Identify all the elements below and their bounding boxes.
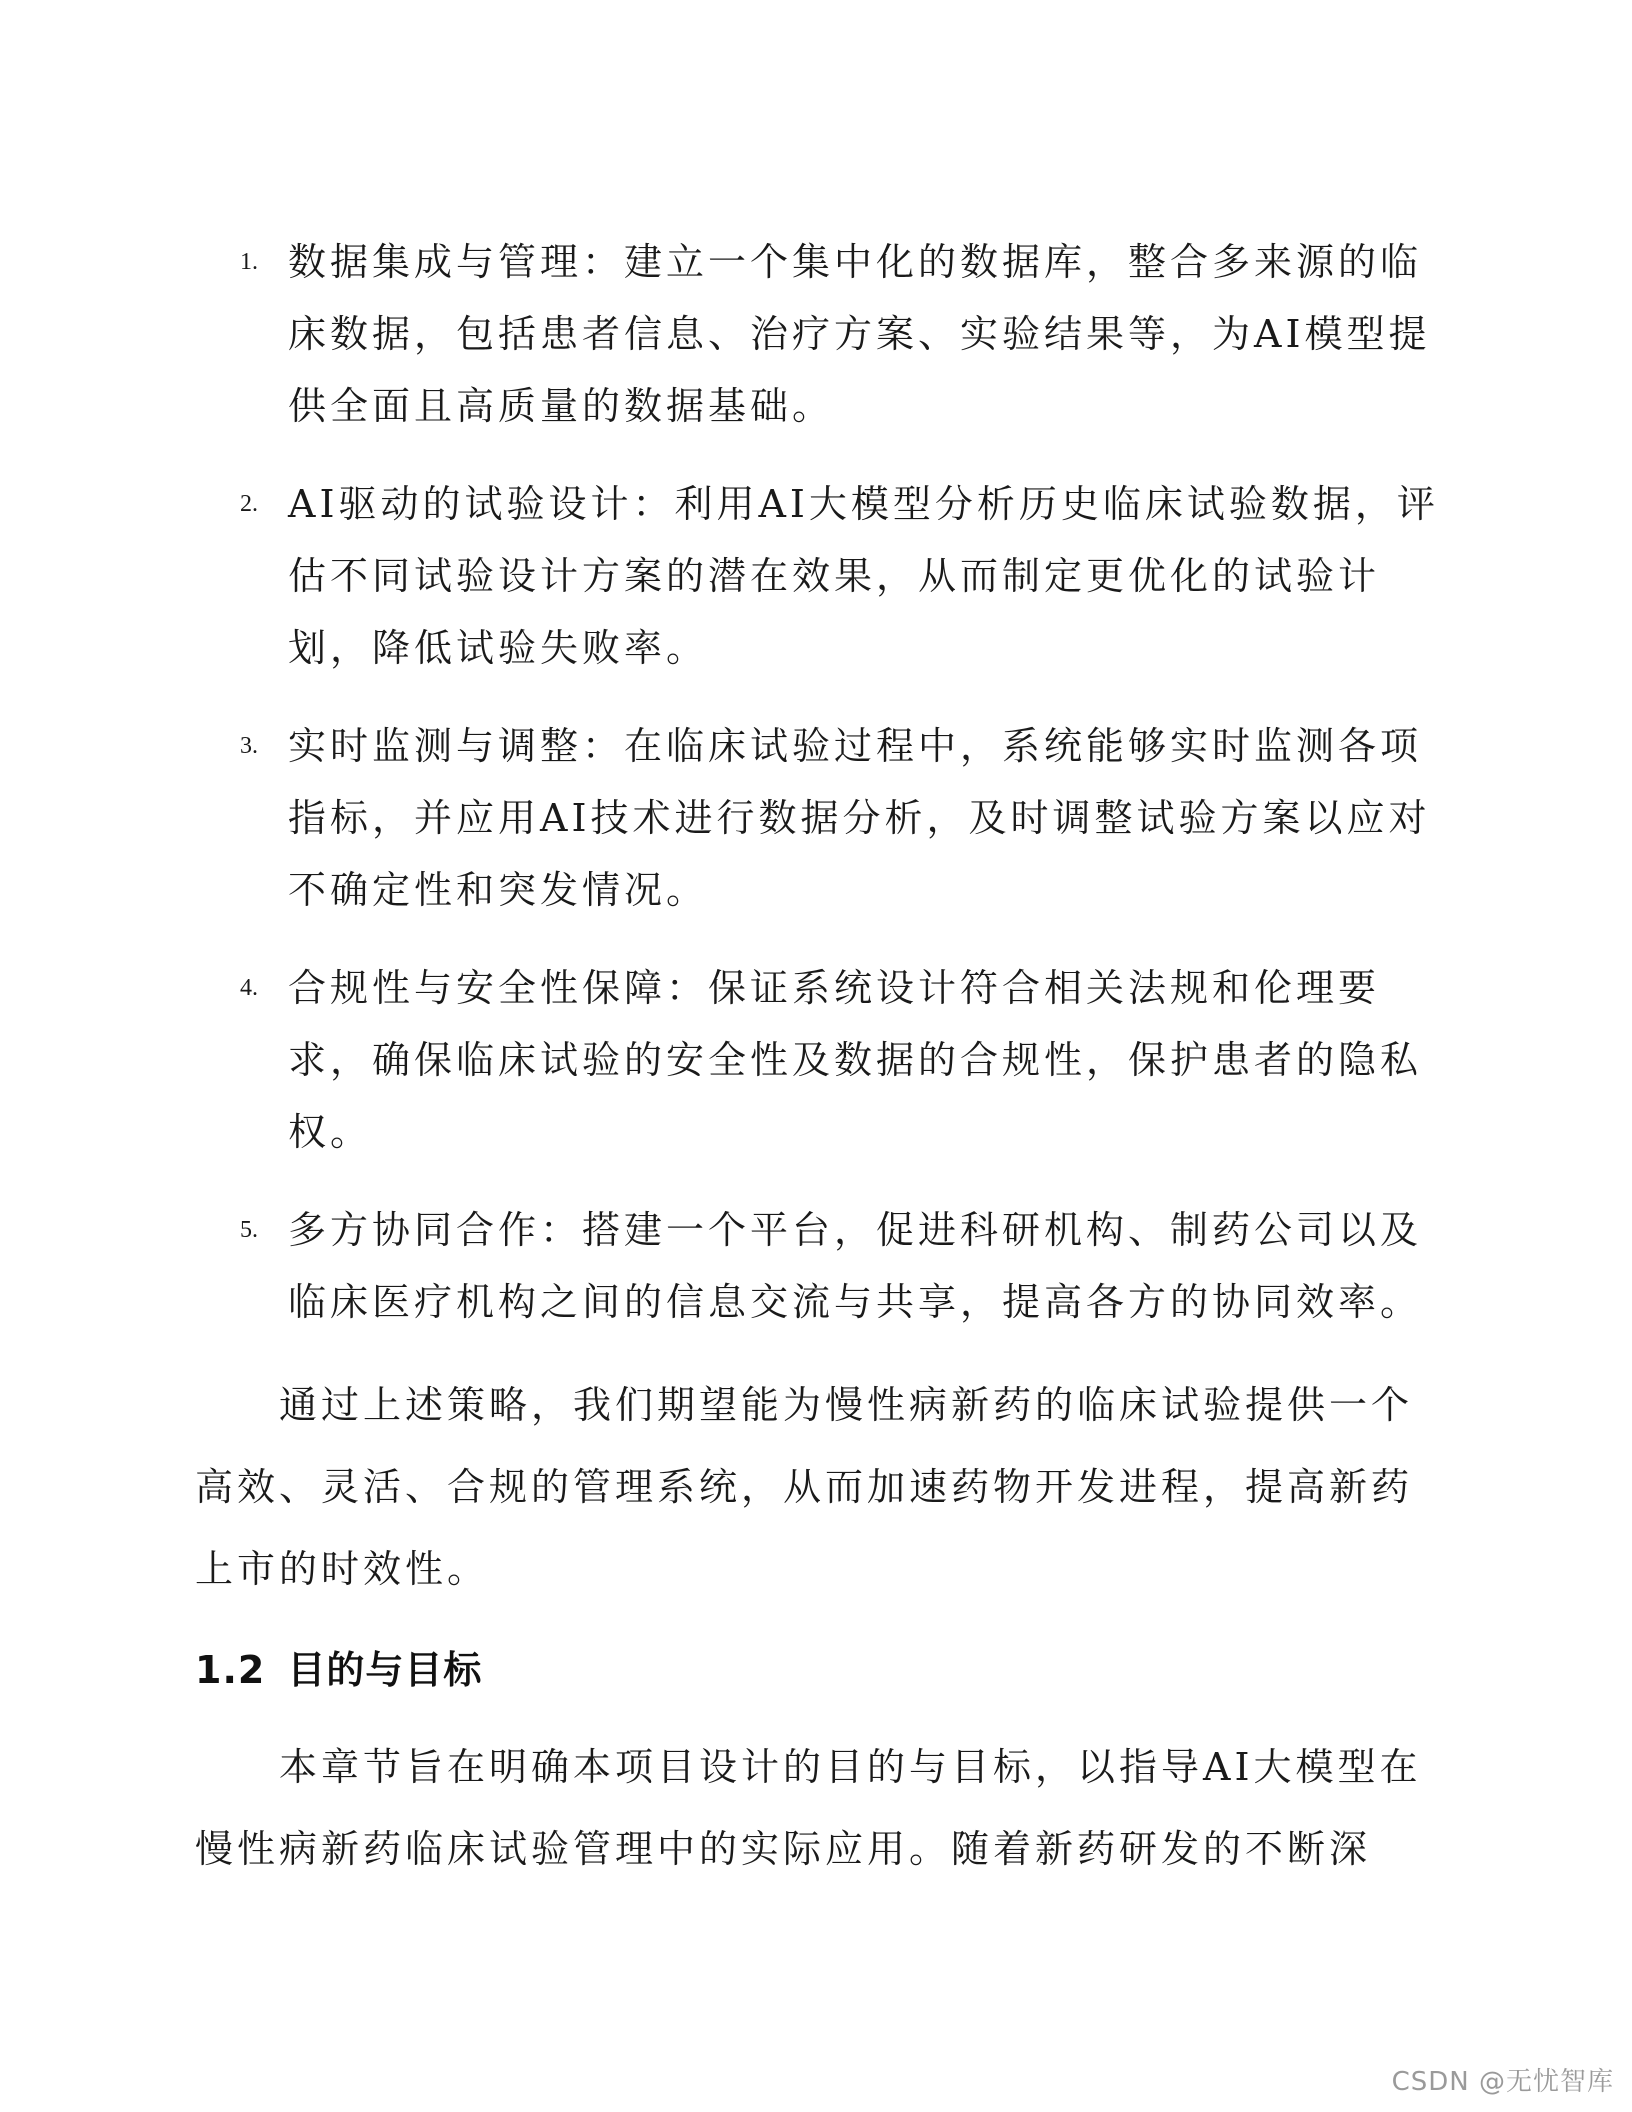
list-item xyxy=(240,710,1440,926)
list-item-text: 多方协同合作：搭建一个平台，促进科研机构、制药公司以及临床医疗机构之间的信息交流与共享，提高各方的协同效率。 xyxy=(288,1208,1423,1324)
watermark: CSDN @无忧智库 xyxy=(1391,2067,1614,2097)
list-item xyxy=(240,1194,1440,1338)
list-item-number: 4. xyxy=(240,975,258,1001)
section-number: 1.2 xyxy=(195,1648,266,1692)
list-item-text: AI驱动的试验设计：利用AI大模型分析历史临床试验数据，评估不同试验设计方案的潜在效果，从而制定更优化的试验计划，降低试验失败率。 xyxy=(288,482,1439,670)
intro-paragraph: 本章节旨在明确本项目设计的目的与目标，以指导AI大模型在慢性病新药临床试验管理中的实际应用。随着新药研发的不断深 xyxy=(195,1745,1422,1871)
list-item-number: 3. xyxy=(240,733,258,759)
strategy-list xyxy=(240,226,1440,1364)
list-item-number: 2. xyxy=(240,491,258,517)
list-item-text: 数据集成与管理：建立一个集中化的数据库，整合多来源的临床数据，包括患者信息、治疗方案、实验结果等，为AI模型提供全面且高质量的数据基础。 xyxy=(288,240,1431,428)
summary-paragraph: 通过上述策略，我们期望能为慢性病新药的临床试验提供一个高效、灵活、合规的管理系统，从而加速药物开发进程，提高新药上市的时效性。 xyxy=(195,1383,1414,1591)
list-item-number: 5. xyxy=(240,1217,258,1243)
list-item-text: 实时监测与调整：在临床试验过程中，系统能够实时监测各项指标，并应用AI技术进行数据分析，及时调整试验方案以应对不确定性和突发情况。 xyxy=(288,724,1431,912)
list-item-number: 1. xyxy=(240,249,258,275)
list-item xyxy=(240,468,1440,684)
list-item-text: 合规性与安全性保障：保证系统设计符合相关法规和伦理要求，确保临床试验的安全性及数据的合规性，保护患者的隐私权。 xyxy=(288,966,1423,1154)
list-item xyxy=(240,226,1440,442)
list-item xyxy=(240,952,1440,1168)
section-heading xyxy=(195,1640,482,1700)
section-title: 目的与目标 xyxy=(287,1648,483,1692)
